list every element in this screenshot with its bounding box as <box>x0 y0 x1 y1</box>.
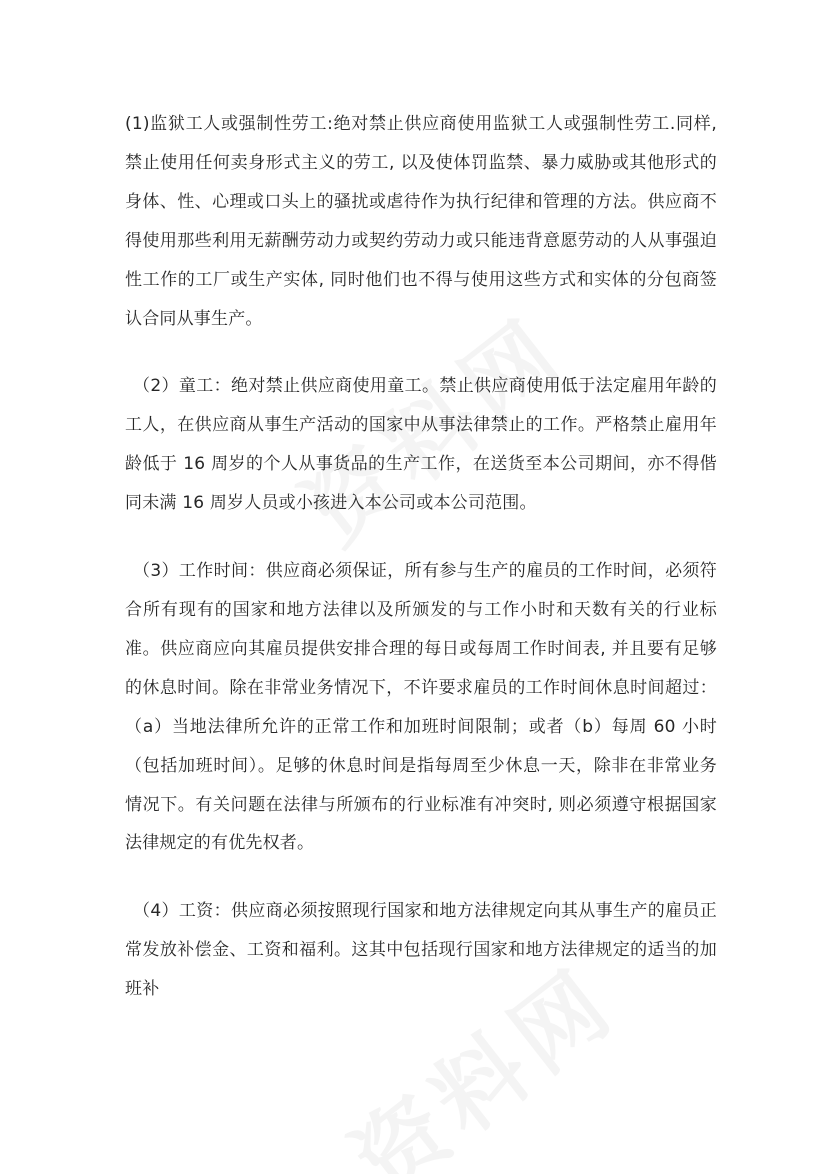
document-body <box>125 105 717 1038</box>
paragraph-wages: （4）工资：供应商必须按照现行国家和地方法律规定向其从事生产的雇员正常发放补偿金、工资和福利。这其中包括现行国家和地方法律规定的适当的加班补 <box>125 901 717 1000</box>
paragraph-working-hours: （3）工作时间：供应商必须保证，所有参与生产的雇员的工作时间，必须符合所有现有的国家和地方法律以及所颁发的与工作小时和天数有关的行业标准。供应商应向其雇员提供安排合理的每日或每周工作时间表, 并且要有足够的休息时间。除在非常业务情况下，不许要求雇员的工作时间休息时间超过：（a）当地法律所允许的正常工作和加班时间限制；或者（b）每周 60 小时（包括加班时间）。足够的休息时间是指每周至少休息一天，除非在非常业务情况下。有关问题在法律与所颁布的行业标准有冲突时, 则必须遵守根据国家法律规定的有优先权者。 <box>125 561 717 854</box>
paragraph-child-labor: （2）童工：绝对禁止供应商使用童工。禁止供应商使用低于法定雇用年龄的工人，在供应商从事生产活动的国家中从事法律禁止的工作。严格禁止雇用年龄低于 16 周岁的个人从事货品的生产工作，在送货至本公司期间，亦不得偕同未满 16 周岁人员或小孩进入本公司或本公司范围。 <box>125 376 717 514</box>
paragraph-prison-labor: (1)监狱工人或强制性劳工:绝对禁止供应商使用监狱工人或强制性劳工.同样,禁止使用任何卖身形式主义的劳工, 以及使体罚监禁、暴力威胁或其他形式的身体、性、心理或口头上的骚扰或虐待作为执行纪律和管理的方法。供应商不得使用那些利用无薪酬劳动力或契约劳动力或只能违背意愿劳动的人从事强迫性工作的工厂或生产实体, 同时他们也不得与使用这些方式和实体的分包商签认合同从事生产。 <box>125 114 717 329</box>
